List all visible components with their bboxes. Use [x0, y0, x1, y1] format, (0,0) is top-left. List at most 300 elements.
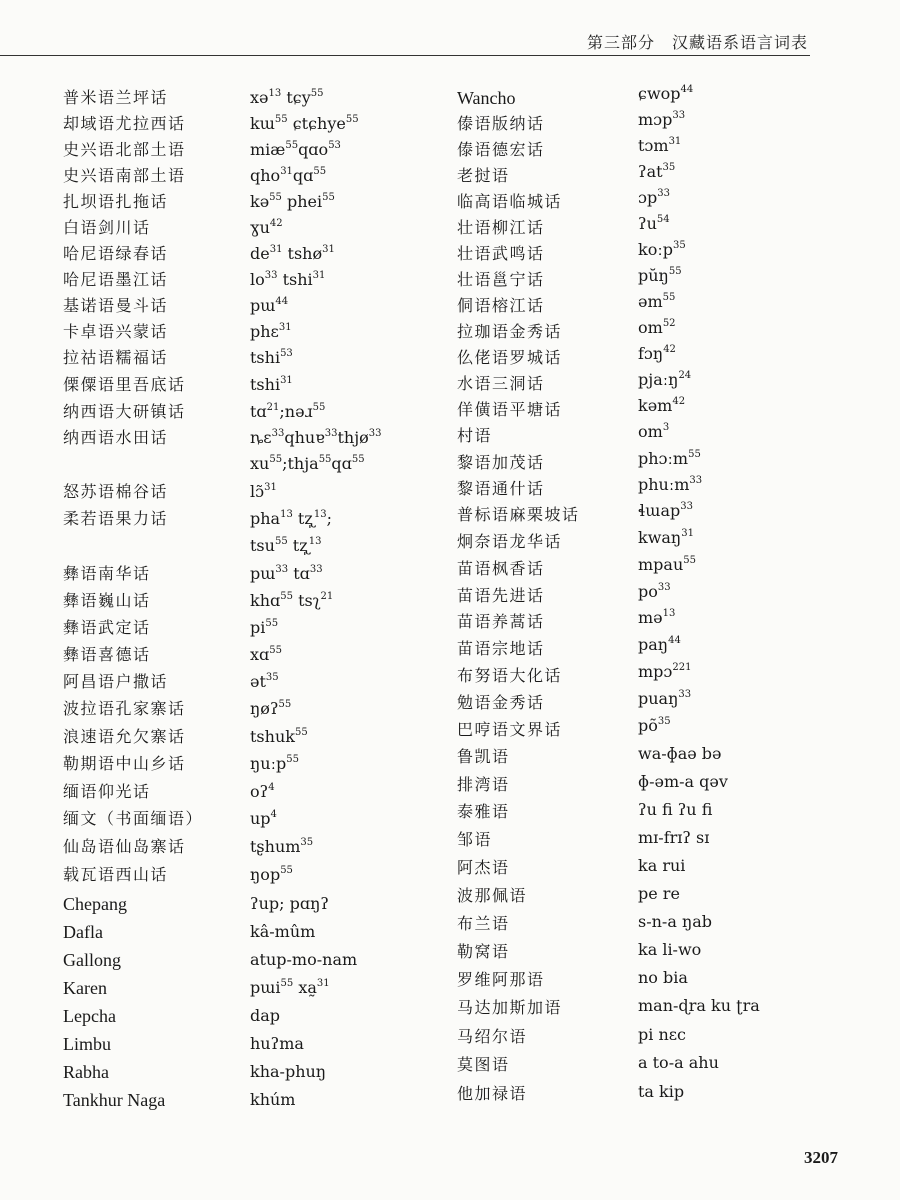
tone-mark: 55: [312, 402, 326, 413]
language-name: 壮语邕宁话: [457, 270, 545, 289]
tone-mark: 4: [270, 809, 277, 820]
language-name: 泰雅语: [457, 802, 510, 821]
tone-mark: 55: [280, 978, 294, 989]
word-form: [638, 1025, 686, 1045]
word-form: [638, 1082, 684, 1102]
form-segment: lɔ̃: [250, 482, 265, 501]
word-form: [638, 449, 701, 469]
language-name: 老挝语: [457, 166, 510, 185]
word-form: [250, 454, 365, 474]
language-name: 仙岛语仙岛寨话: [63, 837, 186, 856]
language-name: 壮语武鸣话: [457, 244, 545, 263]
tone-mark: 31: [322, 244, 335, 255]
tone-mark: 35: [300, 837, 314, 848]
word-form: [250, 837, 313, 857]
tone-mark: 52: [662, 318, 676, 329]
tone-mark: 42: [663, 344, 676, 355]
tone-mark: 33: [657, 582, 671, 593]
language-name: 缅文（书面缅语）: [63, 809, 204, 828]
word-form: [638, 608, 675, 628]
form-segment: huʔma: [250, 1034, 304, 1053]
form-segment: phei: [281, 192, 323, 211]
word-form: [638, 828, 709, 848]
tone-mark: 53: [280, 348, 293, 359]
form-segment: ɔp: [638, 188, 658, 207]
form-segment: xu: [250, 454, 270, 473]
word-form: [250, 1006, 280, 1026]
form-segment: qɑ: [292, 166, 314, 185]
language-name: 勉语金秀话: [457, 693, 545, 712]
language-name: 彝语喜德话: [63, 645, 151, 664]
form-segment: phɔːm: [638, 449, 689, 468]
form-segment: om: [638, 318, 663, 337]
word-form: [250, 727, 308, 747]
form-segment: xɑ: [250, 645, 270, 664]
tone-mark: 33: [689, 475, 703, 486]
word-form: [250, 1034, 304, 1054]
language-name: 史兴语北部土语: [63, 140, 186, 159]
word-form: [638, 370, 691, 390]
form-segment: tsu: [250, 536, 275, 555]
language-name: 勒期语中山乡话: [63, 754, 186, 773]
tone-mark: 55: [269, 454, 283, 465]
form-segment: ɬɯap: [638, 501, 681, 520]
form-segment: tɔm: [638, 136, 669, 155]
tone-mark: 55: [310, 88, 324, 99]
tone-mark: 44: [275, 296, 289, 307]
tone-mark: 33: [678, 689, 692, 700]
language-name: Lepcha: [63, 1006, 116, 1026]
tone-mark: 55: [269, 645, 282, 656]
form-segment: man-ɖra ku ʈra: [638, 996, 760, 1015]
language-name: 波那佩语: [457, 886, 528, 905]
tone-mark: 33: [271, 428, 285, 439]
tone-mark: 53: [328, 140, 341, 151]
tone-mark: 55: [688, 449, 701, 460]
word-form: [638, 772, 728, 792]
language-name: 罗维阿那语: [457, 970, 545, 989]
tone-mark: 221: [672, 662, 692, 673]
form-segment: kha-phuŋ: [250, 1062, 327, 1081]
language-name: 炯奈语龙华话: [457, 532, 563, 551]
form-segment: mə: [638, 608, 663, 627]
running-header: 第三部分 汉藏语系语言词表: [586, 33, 808, 52]
form-segment: a to-a ahu: [638, 1053, 719, 1072]
word-form: [638, 214, 670, 234]
tone-mark: 21: [320, 591, 334, 602]
header-rule: [0, 55, 810, 56]
form-segment: kə: [250, 192, 270, 211]
form-segment: qhuɐ: [284, 428, 325, 447]
tone-mark: 33: [309, 564, 323, 575]
tone-mark: 33: [368, 428, 382, 439]
form-segment: ɸ-əm-a qəv: [638, 772, 728, 791]
tone-mark: 35: [657, 716, 671, 727]
form-segment: pi nɛc: [638, 1025, 686, 1044]
form-segment: ta kip: [638, 1082, 685, 1101]
form-segment: tʂhum: [250, 837, 301, 856]
tone-mark: 31: [312, 270, 326, 281]
tone-mark: 13: [308, 536, 322, 547]
word-form: [638, 635, 681, 655]
form-segment: pɯ: [250, 296, 276, 315]
form-segment: khɑ: [250, 591, 281, 610]
form-segment: xə: [250, 88, 269, 107]
language-name: 苗语先进话: [457, 586, 545, 605]
tone-mark: 55: [668, 266, 682, 277]
form-segment: ;thja: [282, 454, 319, 473]
form-segment: thjø: [337, 428, 369, 447]
tone-mark: 55: [294, 727, 308, 738]
tone-mark: 55: [285, 140, 299, 151]
word-form: [638, 582, 671, 602]
form-segment: ɣu: [250, 218, 270, 237]
language-name: Rabha: [63, 1062, 109, 1082]
form-segment: paŋ: [638, 635, 669, 654]
word-form: [638, 528, 694, 548]
tone-mark: 31: [681, 528, 694, 539]
form-segment: kəm: [638, 396, 673, 415]
language-name: 柔若语果力话: [63, 509, 169, 528]
tone-mark: 31: [280, 375, 293, 386]
tone-mark: 35: [265, 672, 279, 683]
tone-mark: 42: [672, 396, 686, 407]
language-name: 怒苏语棉谷话: [63, 482, 169, 501]
tone-mark: 33: [680, 501, 693, 512]
word-form: [250, 922, 315, 942]
page-number: 3207: [804, 1148, 838, 1167]
form-segment: ʔup; pɑŋʔ: [250, 894, 329, 913]
language-name: Gallong: [63, 950, 121, 970]
language-name: 纳西语水田话: [63, 428, 169, 447]
form-segment: ɕtɕhye: [287, 114, 346, 133]
form-segment: de: [250, 244, 270, 263]
tone-mark: 13: [662, 608, 676, 619]
tone-mark: 4: [268, 782, 275, 793]
language-name: 苗语枫香话: [457, 559, 545, 578]
tone-mark: 44: [680, 84, 694, 95]
tone-mark: 55: [280, 591, 293, 602]
form-segment: ʔu fi ʔu fi: [638, 800, 713, 819]
form-segment: tshuk: [250, 727, 295, 746]
language-name: 苗语养蒿话: [457, 612, 545, 631]
word-form: [638, 968, 688, 988]
language-name: 布努语大化话: [457, 666, 563, 685]
word-form: [638, 912, 712, 932]
word-form: [250, 1062, 326, 1082]
form-segment: ŋuːp: [250, 754, 287, 773]
word-form: [250, 536, 322, 556]
language-name: 邹语: [457, 830, 493, 849]
word-form: [638, 940, 701, 960]
language-name: 排湾语: [457, 775, 510, 794]
form-segment: tshi: [277, 270, 313, 289]
language-name: 哈尼语绿春话: [63, 244, 169, 263]
tone-mark: 13: [313, 509, 327, 520]
word-form: [250, 402, 325, 422]
word-form: [250, 782, 275, 802]
word-form: [638, 555, 696, 575]
form-segment: qɑo: [298, 140, 329, 159]
form-segment: koːp: [638, 240, 673, 259]
form-segment: tshi: [250, 348, 281, 367]
word-form: [638, 996, 760, 1016]
form-segment: mpɔ: [638, 662, 673, 681]
language-name: 马绍尔语: [457, 1027, 528, 1046]
form-segment: khúm: [250, 1090, 296, 1109]
word-form: [250, 591, 333, 611]
word-form: [250, 754, 299, 774]
language-name: 哈尼语墨江话: [63, 270, 169, 289]
word-form: [250, 672, 279, 692]
word-form: [250, 618, 278, 638]
language-name: 缅语仰光话: [63, 782, 151, 801]
form-segment: kwaŋ: [638, 528, 682, 547]
language-name: 波拉语孔家寨话: [63, 699, 186, 718]
language-name: 彝语巍山话: [63, 591, 151, 610]
form-segment: kɯ: [250, 114, 275, 133]
word-form: [250, 509, 332, 529]
word-form: [250, 894, 329, 914]
language-name: 阿杰语: [457, 858, 510, 877]
tone-mark: 33: [657, 188, 670, 199]
tone-mark: 13: [280, 509, 293, 520]
language-name: 佯僙语平塘话: [457, 400, 563, 419]
word-form: [638, 800, 712, 820]
form-segment: pŭŋ: [638, 266, 669, 285]
word-form: [638, 110, 685, 130]
form-segment: qho: [250, 166, 281, 185]
word-form: [250, 140, 341, 160]
language-name: 浪速语允欠寨话: [63, 727, 186, 746]
form-segment: atup-mo-nam: [250, 950, 358, 969]
language-name: 苗语宗地话: [457, 639, 545, 658]
language-name: 普米语兰坪话: [63, 88, 169, 107]
language-name: 傣语德宏话: [457, 140, 545, 159]
language-name: 鲁凯语: [457, 747, 510, 766]
form-segment: mɔp: [638, 110, 673, 129]
form-segment: ka rui: [638, 856, 686, 875]
form-segment: ət: [250, 672, 266, 691]
form-segment: s-n-a ŋab: [638, 912, 713, 931]
word-form: [250, 645, 282, 665]
tone-mark: 55: [274, 114, 288, 125]
language-name: 白语剑川话: [63, 218, 151, 237]
tone-mark: 55: [286, 754, 299, 765]
form-segment: tɕy: [281, 88, 311, 107]
word-form: [638, 396, 685, 416]
language-name: 史兴语南部土语: [63, 166, 186, 185]
form-segment: ŋop: [250, 865, 281, 884]
tone-mark: 31: [280, 166, 293, 177]
form-segment: pi: [250, 618, 266, 637]
language-name: Wancho: [457, 88, 516, 108]
form-segment: pɯ: [250, 564, 276, 583]
language-name: 载瓦语西山话: [63, 865, 169, 884]
tone-mark: 33: [264, 270, 278, 281]
tone-mark: 42: [269, 218, 283, 229]
tone-mark: 24: [678, 370, 692, 381]
word-form: [250, 348, 293, 368]
word-form: [638, 136, 681, 156]
tone-mark: 31: [668, 136, 682, 147]
tone-mark: 44: [668, 635, 681, 646]
word-form: [250, 428, 382, 448]
language-name: 壮语柳江话: [457, 218, 545, 237]
language-name: 临高语临城话: [457, 192, 563, 211]
tone-mark: 55: [265, 618, 279, 629]
language-name: 傈僳语里吾底话: [63, 375, 186, 394]
tone-mark: 55: [274, 536, 288, 547]
form-segment: əm: [638, 292, 663, 311]
tone-mark: 31: [316, 978, 330, 989]
language-name: 拉祜语糯福话: [63, 348, 169, 367]
word-form: [638, 240, 686, 260]
language-name: 村语: [457, 426, 493, 445]
word-form: [250, 865, 293, 885]
tone-mark: 54: [656, 214, 670, 225]
form-segment: ɕwop: [638, 84, 681, 103]
language-name: 卡卓语兴蒙话: [63, 322, 169, 341]
language-name: Limbu: [63, 1034, 111, 1054]
language-name: 纳西语大研镇话: [63, 402, 186, 421]
form-segment: tsʅ: [292, 591, 321, 610]
word-form: [250, 1090, 295, 1110]
form-segment: oʔ: [250, 782, 269, 801]
language-name: 彝语武定话: [63, 618, 151, 637]
language-name: 他加禄语: [457, 1084, 528, 1103]
form-segment: mpau: [638, 555, 684, 574]
word-form: [250, 809, 277, 829]
form-segment: dap: [250, 1006, 281, 1025]
tone-mark: 21: [266, 402, 280, 413]
form-segment: phuːm: [638, 475, 690, 494]
tone-mark: 55: [322, 192, 335, 203]
tone-mark: 55: [313, 166, 327, 177]
language-name: 马达加斯加语: [457, 998, 563, 1017]
language-name: Tankhur Naga: [63, 1090, 166, 1110]
language-name: 黎语加茂话: [457, 453, 545, 472]
word-form: [638, 689, 691, 709]
language-name: 勒窝语: [457, 942, 510, 961]
form-segment: kâ-mûm: [250, 922, 316, 941]
language-name: 仫佬语罗城话: [457, 348, 563, 367]
tone-mark: 3: [662, 422, 670, 433]
tone-mark: 33: [324, 428, 338, 439]
form-segment: tshø: [282, 244, 323, 263]
form-segment: tʐ̩: [292, 509, 314, 528]
tone-mark: 55: [345, 114, 359, 125]
language-name: 黎语通什话: [457, 479, 545, 498]
word-form: [638, 475, 702, 495]
tone-mark: 33: [672, 110, 686, 121]
word-form: [250, 950, 357, 970]
word-form: [638, 501, 693, 521]
tone-mark: 31: [269, 244, 283, 255]
language-name: 莫图语: [457, 1055, 510, 1074]
word-form: [250, 699, 291, 719]
tone-mark: 55: [278, 699, 292, 710]
word-form: [250, 244, 335, 264]
form-segment: up: [250, 809, 271, 828]
word-form: [638, 84, 693, 104]
word-form: [638, 716, 671, 736]
tone-mark: 35: [672, 240, 686, 251]
language-name: 水语三洞话: [457, 374, 545, 393]
word-form: [638, 744, 722, 764]
language-name: 巴哼语文界话: [457, 720, 563, 739]
language-name: 侗语榕江话: [457, 296, 545, 315]
form-segment: ;: [326, 509, 333, 528]
tone-mark: 55: [351, 454, 365, 465]
form-segment: ȵɛ: [250, 428, 272, 447]
word-form: [250, 218, 283, 238]
tone-mark: 31: [278, 322, 292, 333]
form-segment: puaŋ: [638, 689, 679, 708]
form-segment: pɯi: [250, 978, 281, 997]
word-form: [250, 564, 323, 584]
word-form: [250, 375, 293, 395]
language-name: 却域语尤拉西话: [63, 114, 186, 133]
form-segment: phɛ: [250, 322, 279, 341]
tone-mark: 33: [275, 564, 289, 575]
word-form: [638, 292, 675, 312]
form-segment: xa̰: [293, 978, 317, 997]
tone-mark: 35: [662, 162, 676, 173]
form-segment: ka li-wo: [638, 940, 702, 959]
word-form: [250, 192, 335, 212]
form-segment: tshi: [250, 375, 281, 394]
word-form: [250, 88, 323, 108]
language-name: 傣语版纳话: [457, 114, 545, 133]
form-segment: po: [638, 582, 658, 601]
tone-mark: 55: [683, 555, 696, 566]
tone-mark: 13: [268, 88, 282, 99]
tone-mark: 55: [280, 865, 293, 876]
form-segment: pjaːŋ: [638, 370, 679, 389]
word-form: [250, 322, 292, 342]
language-name: 布兰语: [457, 914, 510, 933]
form-segment: ŋøʔ: [250, 699, 279, 718]
tone-mark: 55: [269, 192, 282, 203]
form-segment: pe re: [638, 884, 680, 903]
word-form: [638, 1053, 719, 1073]
language-name: Dafla: [63, 922, 103, 942]
language-name: 彝语南华话: [63, 564, 151, 583]
word-form: [638, 662, 691, 682]
language-name: Chepang: [63, 894, 127, 914]
form-segment: tʐ̩: [287, 536, 309, 555]
form-segment: fɔŋ: [638, 344, 664, 363]
word-form: [638, 266, 682, 286]
language-name: Karen: [63, 978, 107, 998]
form-segment: tɑ: [288, 564, 310, 583]
form-segment: mɪ-frɪʔ sɪ: [638, 828, 710, 847]
word-form: [638, 856, 685, 876]
language-name: 阿昌语户撒话: [63, 672, 169, 691]
word-form: [638, 884, 680, 904]
word-form: [638, 162, 675, 182]
form-segment: ʔu: [638, 214, 657, 233]
word-form: [638, 318, 676, 338]
word-form: [250, 482, 277, 502]
tone-mark: 31: [264, 482, 277, 493]
word-form: [250, 296, 288, 316]
language-name: 扎坝语扎拖话: [63, 192, 169, 211]
form-segment: tɑ: [250, 402, 267, 421]
word-form: [250, 978, 330, 998]
form-segment: põ: [638, 716, 658, 735]
